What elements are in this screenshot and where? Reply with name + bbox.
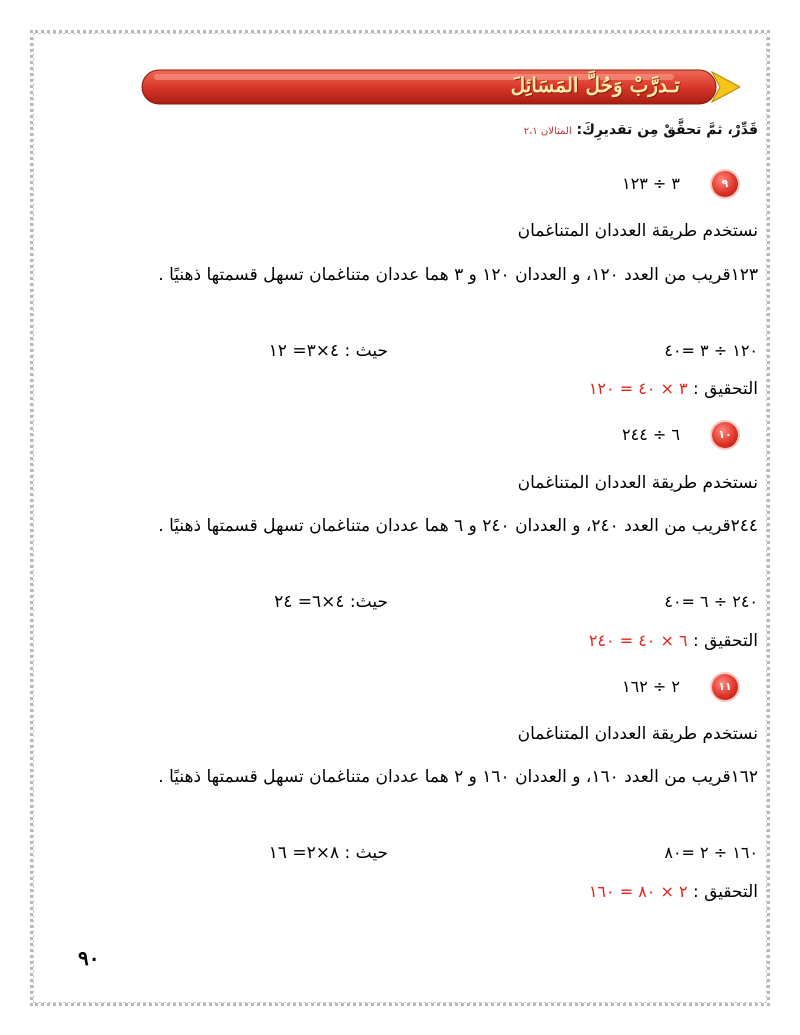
method-text: نستخدم طريقة العددان المتناغمان — [517, 724, 758, 744]
check-line — [589, 379, 758, 399]
instruction — [524, 122, 758, 138]
division-text: ٢٤٠ ÷ ٦ =٤٠ — [664, 592, 758, 611]
problem-number-badge: ١٠ — [712, 422, 738, 448]
where-text: حيث : ٤×٣= ١٢ — [268, 341, 388, 361]
check-line — [589, 631, 758, 651]
problem-expression: ٢ ÷ ١٦٢ — [622, 677, 680, 696]
check-expression: ٢ × ٨٠ = ١٦٠ — [588, 882, 688, 901]
page-number: ٩٠ — [78, 946, 100, 970]
instruction-text: قَدِّرْ، ثمَّ تحقَّقْ مِن تقديرِكَ: — [576, 122, 758, 138]
check-label: التحقيق : — [692, 379, 758, 399]
instruction-reference: المثالان ٢،١ — [523, 126, 572, 137]
section-banner — [140, 66, 740, 108]
problem-number-badge: ١١ — [712, 674, 738, 700]
method-text: نستخدم طريقة العددان المتناغمان — [517, 221, 758, 241]
check-label: التحقيق : — [692, 631, 758, 651]
method-text: نستخدم طريقة العددان المتناغمان — [517, 473, 758, 493]
where-text: حيث : ٨×٢= ١٦ — [268, 843, 388, 863]
problem-expression: ٦ ÷ ٢٤٤ — [622, 425, 680, 444]
check-label: التحقيق : — [692, 882, 758, 902]
problem-expression: ٣ ÷ ١٢٣ — [622, 174, 680, 193]
where-text: حيث: ٤×٦= ٢٤ — [274, 592, 388, 612]
division-text: ١٢٠ ÷ ٣ =٤٠ — [664, 341, 758, 360]
explanation-text: ١٦٢قريب من العدد ١٦٠، و العددان ١٦٠ و ٢ هما عددان متناغمان تسهل قسمتها ذهنيًا . — [158, 767, 758, 787]
explanation-text: ٢٤٤قريب من العدد ٢٤٠، و العددان ٢٤٠ و ٦ هما عددان متناغمان تسهل قسمتها ذهنيًا . — [158, 516, 758, 536]
problem-number-badge: ٩ — [712, 171, 738, 197]
explanation-text: ١٢٣قريب من العدد ١٢٠، و العددان ١٢٠ و ٣ هما عددان متناغمان تسهل قسمتها ذهنيًا . — [158, 265, 758, 285]
check-line — [589, 882, 758, 902]
banner-title: تـدرَّبْ وَحُلَّ المَسَائِلَ — [510, 73, 680, 97]
division-text: ١٦٠ ÷ ٢ =٨٠ — [664, 843, 758, 862]
check-expression: ٦ × ٤٠ = ٢٤٠ — [588, 631, 688, 650]
check-expression: ٣ × ٤٠ = ١٢٠ — [588, 379, 688, 398]
